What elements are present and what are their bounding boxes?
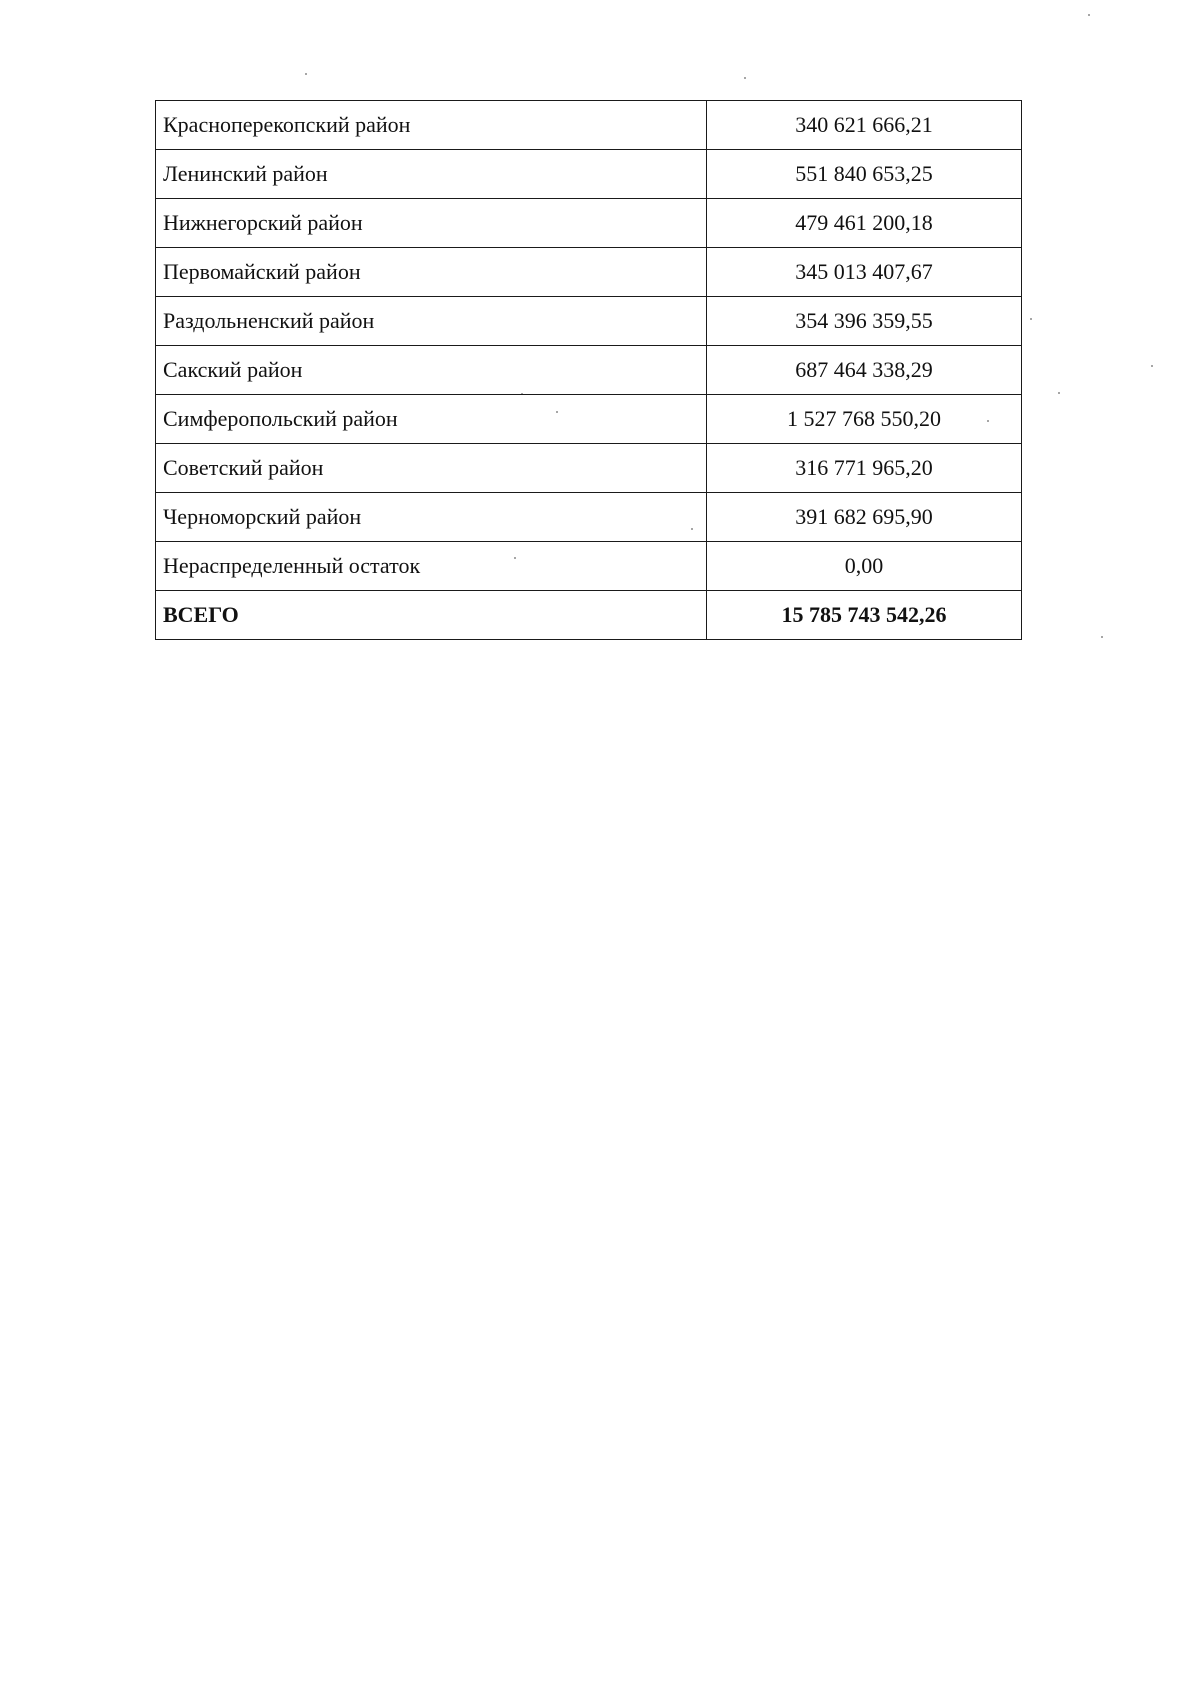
table-row: [156, 199, 1022, 248]
district-amount: 354 396 359,55: [707, 297, 1022, 346]
district-amount: 340 621 666,21: [707, 101, 1022, 150]
district-name: Сакский район: [156, 346, 707, 395]
total-label: ВСЕГО: [156, 591, 707, 640]
scan-speck: [1151, 365, 1153, 367]
district-amount: 479 461 200,18: [707, 199, 1022, 248]
table-row: [156, 101, 1022, 150]
scan-speck: [1058, 392, 1060, 394]
district-name: Черноморский район: [156, 493, 707, 542]
district-name: Ленинский район: [156, 150, 707, 199]
district-amount: 1 527 768 550,20: [707, 395, 1022, 444]
scan-speck: [305, 73, 307, 75]
table-row: [156, 444, 1022, 493]
undistributed-remainder-amount: 0,00: [707, 542, 1022, 591]
district-amount: 391 682 695,90: [707, 493, 1022, 542]
district-name: Первомайский район: [156, 248, 707, 297]
district-name: Раздольненский район: [156, 297, 707, 346]
total-row: [156, 591, 1022, 640]
table-row: [156, 297, 1022, 346]
total-amount: 15 785 743 542,26: [707, 591, 1022, 640]
district-name: Нижнегорский район: [156, 199, 707, 248]
district-name: Симферопольский район: [156, 395, 707, 444]
undistributed-remainder-label: Нераспределенный остаток: [156, 542, 707, 591]
scan-speck: [1030, 318, 1032, 320]
table-row: [156, 493, 1022, 542]
district-amount: 687 464 338,29: [707, 346, 1022, 395]
table-row: [156, 395, 1022, 444]
district-name: Советский район: [156, 444, 707, 493]
scan-speck: [1101, 636, 1103, 638]
scan-speck: [744, 77, 746, 79]
district-amount: 345 013 407,67: [707, 248, 1022, 297]
table-row: [156, 346, 1022, 395]
district-amount: 551 840 653,25: [707, 150, 1022, 199]
district-amount: 316 771 965,20: [707, 444, 1022, 493]
table-row: [156, 150, 1022, 199]
district-amounts-table: [155, 100, 1022, 640]
table-row: [156, 542, 1022, 591]
scan-speck: [1088, 14, 1090, 16]
table-row: [156, 248, 1022, 297]
district-name: Красноперекопский район: [156, 101, 707, 150]
